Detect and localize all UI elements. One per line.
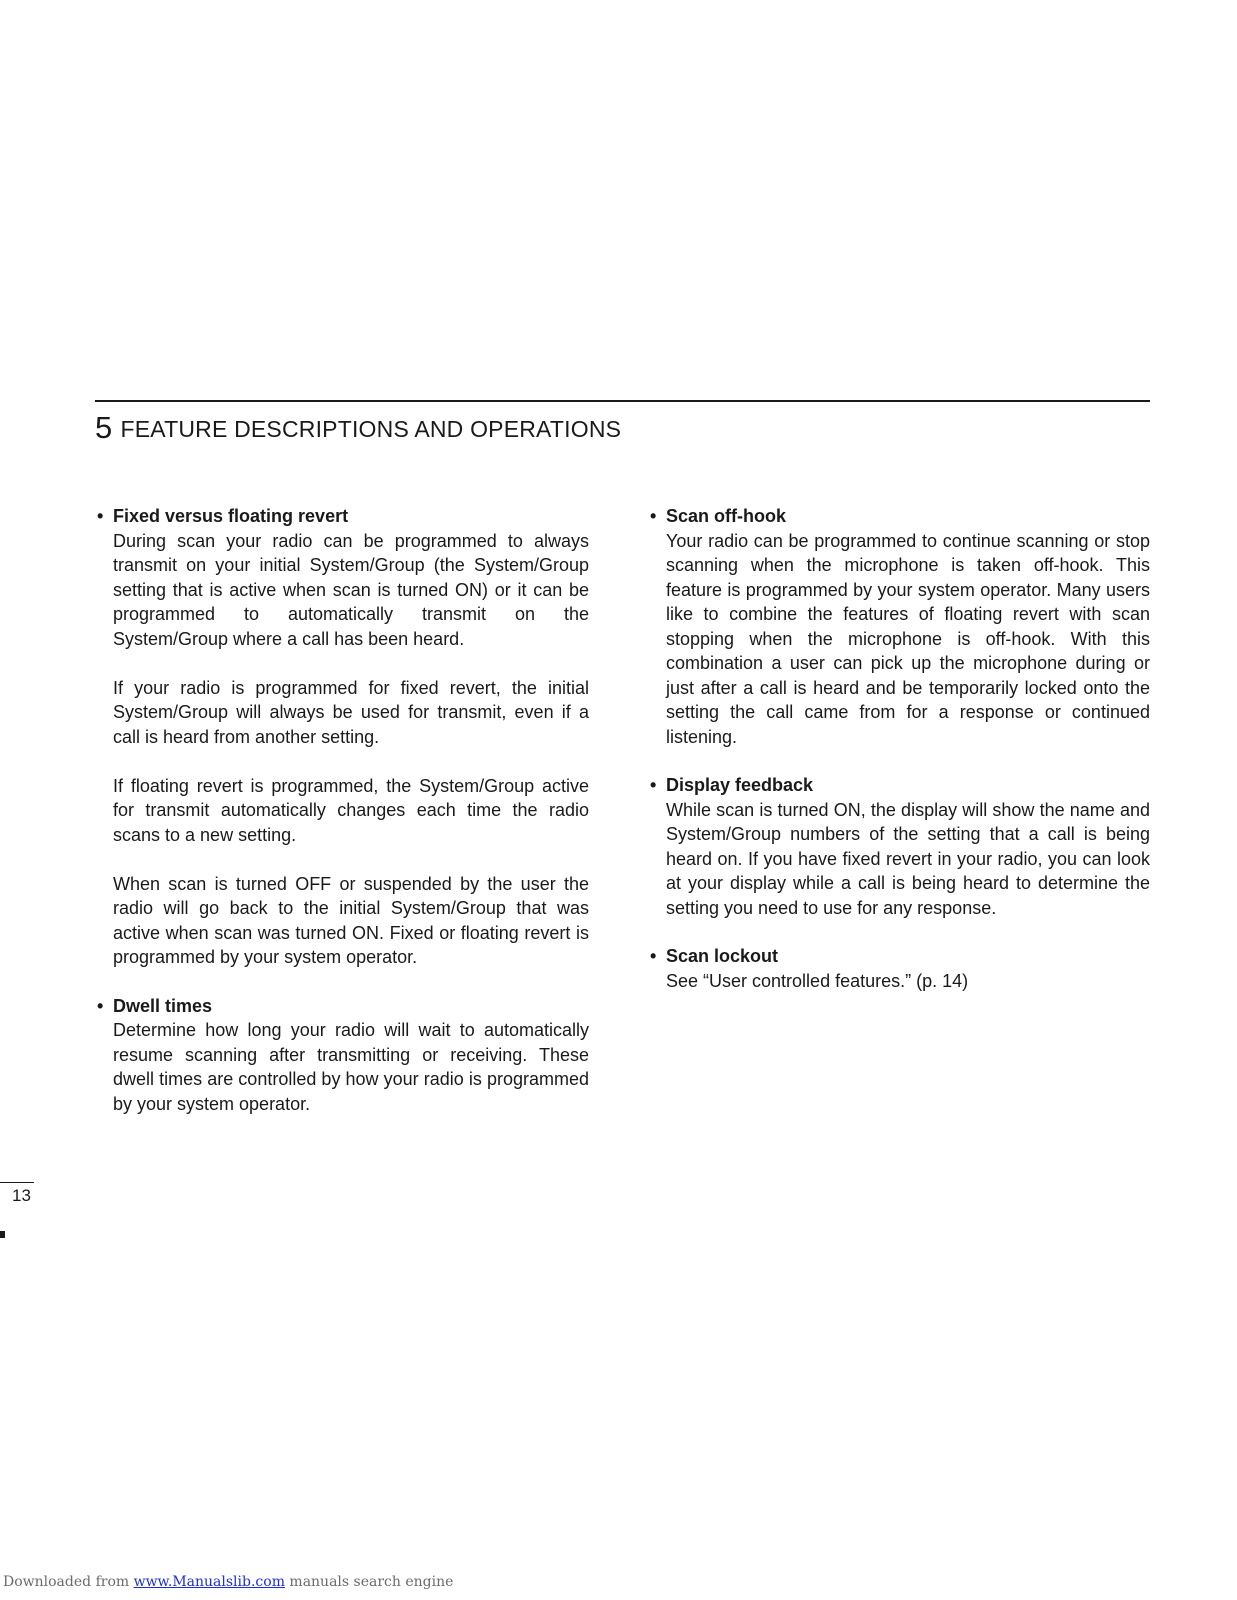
- section-heading: [650, 944, 1150, 969]
- section-heading: [97, 994, 589, 1019]
- section-dwell-times: [97, 994, 589, 1117]
- paragraph: When scan is turned OFF or suspended by the user the radio will go back to the initial System/Group that was active when scan was turned ON. Fixed or floating revert is programmed by your system operator.: [113, 873, 589, 967]
- section-heading: [650, 773, 1150, 798]
- bullet-icon: •: [650, 775, 657, 795]
- page-number-rule: [0, 1182, 34, 1183]
- paragraph: If your radio is programmed for fixed revert, the initial System/Group will always be used for transmit, even if a call is heard from another setting.: [113, 677, 589, 747]
- paragraph: During scan your radio can be programmed to always transmit on your initial System/Group (the System/Group setting that is active when scan is turned ON) or it can be programmed to automatically transmit on the System/Group where a call has been heard.: [113, 530, 589, 649]
- section-scan-lockout: [650, 944, 1150, 993]
- bullet-icon: •: [97, 506, 104, 526]
- section-heading-text: Dwell times: [113, 995, 213, 1016]
- left-column: [97, 504, 589, 1140]
- page-number: 13: [12, 1186, 31, 1205]
- section-heading: [650, 504, 1150, 529]
- section-scan-off-hook: [650, 504, 1150, 749]
- chapter-heading: [95, 410, 621, 446]
- paragraph: If floating revert is programmed, the System/Group active for transmit automatically changes each time the radio scans to a new setting.: [113, 775, 589, 845]
- footer-prefix: Downloaded from: [3, 1574, 134, 1590]
- chapter-title: FEATURE DESCRIPTIONS AND OPERATIONS: [120, 416, 622, 442]
- right-column: [650, 504, 1150, 1017]
- paragraph: Your radio can be programmed to continue scanning or stop scanning when the microphone is taken off-hook. This feature is programmed by your system operator. Many users like to combine the features of floating revert with scan stopping when the microphone is off-hook. With this combination a user can pick up the microphone during or just after a call is heard and be temporarily locked onto the setting the call came from for a response or continued listening.: [666, 530, 1150, 747]
- section-heading-text: Fixed versus floating revert: [113, 506, 349, 526]
- download-footer: [3, 1574, 453, 1590]
- section-heading-text: Scan off-hook: [666, 506, 786, 526]
- chapter-top-rule: [95, 400, 1150, 402]
- section-heading: [97, 504, 589, 529]
- bullet-icon: •: [97, 995, 104, 1016]
- section-fixed-versus-floating-revert: [97, 504, 589, 970]
- manualslib-link[interactable]: www.Manualslib.com: [133, 1574, 285, 1590]
- bullet-icon: •: [650, 506, 657, 526]
- chapter-number: 5: [95, 410, 113, 445]
- paragraph: See “User controlled features.” (p. 14): [666, 970, 969, 991]
- paragraph: Determine how long your radio will wait to automatically resume scanning after transmitting or receiving. These dwell times are controlled by how your radio is programmed by your system operator.: [113, 1020, 589, 1114]
- paragraph: While scan is turned ON, the display will show the name and System/Group numbers of the setting that a call is being heard on. If you have fixed revert in your radio, you can look at your display while a call is being heard to determine the setting you need to use for any response.: [666, 799, 1150, 918]
- section-heading-text: Scan lockout: [666, 946, 779, 966]
- edge-tab-mark: [0, 1231, 5, 1238]
- bullet-icon: •: [650, 946, 657, 966]
- footer-suffix: manuals search engine: [284, 1574, 454, 1590]
- section-display-feedback: [650, 773, 1150, 920]
- section-heading-text: Display feedback: [666, 775, 814, 795]
